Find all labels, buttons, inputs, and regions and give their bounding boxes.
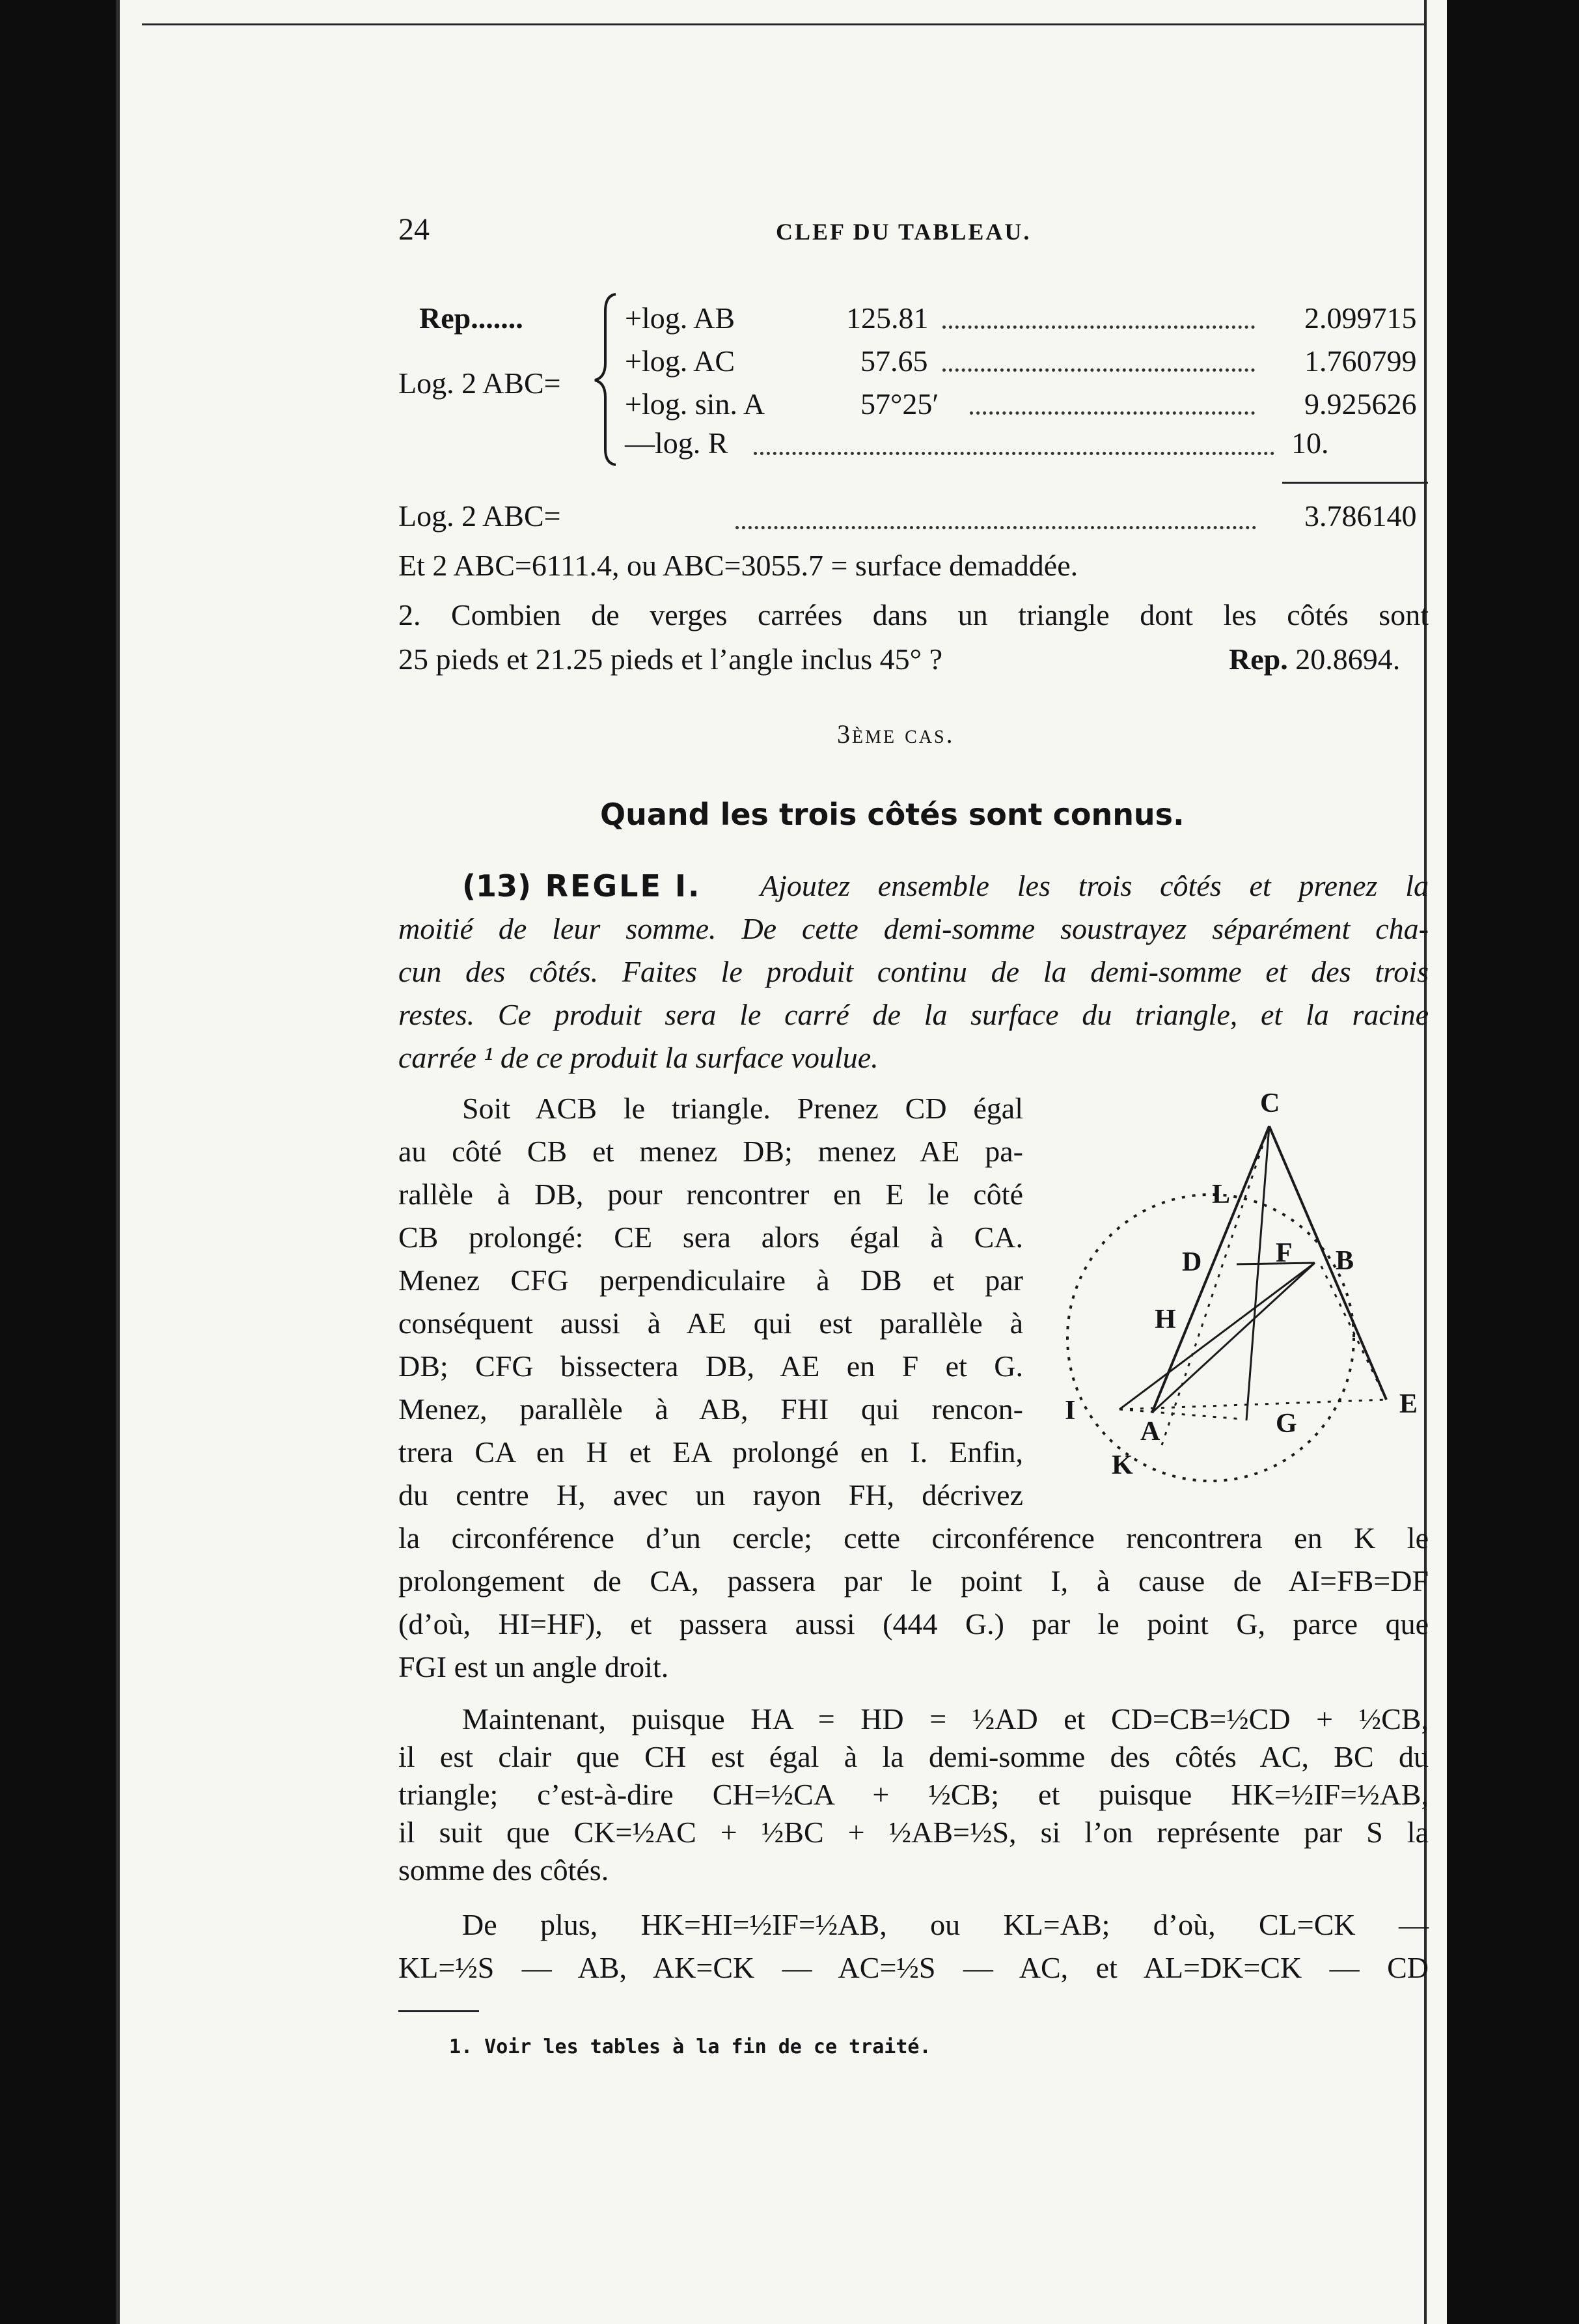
log-equation-label: Log. 2 ABC= bbox=[398, 367, 561, 400]
label-c: C bbox=[1260, 1088, 1280, 1118]
result-value: 3.786140 bbox=[1304, 499, 1417, 533]
leader-dots bbox=[735, 526, 1256, 529]
side-ab bbox=[1152, 1263, 1315, 1413]
paragraph-line: KL=½S — AB, AK=CK — AC=½S — AC, et AL=DK=CK — CD bbox=[398, 1951, 1429, 1984]
label-b: B bbox=[1336, 1246, 1354, 1276]
page-edge-left bbox=[116, 0, 120, 2324]
label-k: K bbox=[1112, 1450, 1133, 1480]
segment-fhi bbox=[1119, 1263, 1315, 1409]
paragraph-line: somme des côtés. bbox=[398, 1853, 609, 1887]
value-row-2: 57.65 bbox=[860, 344, 928, 378]
label-e: E bbox=[1399, 1389, 1418, 1419]
label-f: F bbox=[1276, 1238, 1293, 1268]
problem2-line2: 25 pieds et 21.25 pieds et l’angle inclus 45° ? bbox=[398, 643, 942, 676]
paragraph-line: il est clair que CH est égal à la demi-somme des côtés AC, BC du bbox=[398, 1740, 1429, 1773]
leader-dots bbox=[942, 325, 1255, 329]
term-row-1: +log. AB bbox=[625, 301, 735, 335]
label-i: I bbox=[1065, 1396, 1076, 1426]
result-label: Log. 2 ABC= bbox=[398, 499, 561, 533]
proof-line: DB; CFG bissectera DB, AE en F et G. bbox=[398, 1349, 1023, 1383]
proof-line: Menez, parallèle à AB, FHI qui rencon- bbox=[398, 1392, 1023, 1426]
label-d: D bbox=[1182, 1247, 1202, 1277]
case-heading: 3ème cas. bbox=[837, 719, 955, 749]
conclusion: Et 2 ABC=6111.4, ou ABC=3055.7 = surface demaddée. bbox=[398, 549, 1078, 582]
side-ca bbox=[1152, 1126, 1269, 1413]
proof-line: rallèle à DB, pour rencontrer en E le côté bbox=[398, 1178, 1023, 1211]
problem2-answer: Rep. 20.8694. bbox=[1229, 643, 1401, 676]
proof-line: la circonférence d’un cercle; cette circonférence rencontrera en K le bbox=[398, 1521, 1429, 1555]
proof-line: du centre H, avec un rayon FH, décrivez bbox=[398, 1478, 1023, 1512]
proof-line: FGI est un angle droit. bbox=[398, 1650, 669, 1683]
log-row-2: 1.760799 bbox=[1304, 344, 1417, 378]
rule-text-line: Ajoutez ensemble les trois côtés et prenez la bbox=[760, 869, 1429, 902]
rule-heading: (13) REGLE I. bbox=[462, 868, 702, 904]
value-row-3: 57°25′ bbox=[860, 387, 939, 421]
term-row-4: —log. R bbox=[625, 426, 728, 460]
proof-line: (d’où, HI=HF), et passera aussi (444 G.) par le point G, parce que bbox=[398, 1607, 1429, 1640]
construction-circle bbox=[1067, 1195, 1354, 1481]
label-h: H bbox=[1155, 1305, 1176, 1335]
extension-be bbox=[1321, 1266, 1386, 1400]
paragraph-line: Maintenant, puisque HA = HD = ½AD et CD=CB=½CD + ½CB, bbox=[462, 1702, 1429, 1736]
footnote-rule bbox=[398, 2010, 479, 2012]
paragraph-line: triangle; c’est-à-dire CH=½CA + ½CB; et puisque HK=½IF=½AB, bbox=[398, 1778, 1429, 1811]
label-l: L bbox=[1212, 1180, 1231, 1210]
extension-ak bbox=[1162, 1126, 1269, 1445]
page-number: 24 bbox=[398, 212, 430, 247]
proof-line: au côté CB et menez DB; menez AE pa- bbox=[398, 1135, 1023, 1168]
leader-dots bbox=[942, 368, 1255, 372]
triangle-figure bbox=[1041, 1081, 1445, 1497]
proof-line: prolongement de CA, passera par le point I, à cause de AI=FB=DF bbox=[398, 1564, 1429, 1598]
term-row-3: +log. sin. A bbox=[625, 387, 765, 421]
rule-text-line: cun des côtés. Faites le produit continu de la demi-somme et des trois bbox=[398, 955, 1429, 988]
proof-line: Menez CFG perpendiculaire à DB et par bbox=[398, 1264, 1023, 1297]
log-row-3: 9.925626 bbox=[1304, 387, 1417, 421]
proof-line: Soit ACB le triangle. Prenez CD égal bbox=[462, 1092, 1023, 1125]
page-edge-top bbox=[142, 23, 1424, 25]
rule-text-line: restes. Ce produit sera le carré de la surface du triangle, et la racine bbox=[398, 998, 1429, 1031]
paragraph-line: il suit que CK=½AC + ½BC + ½AB=½S, si l’on représente par S la bbox=[398, 1816, 1429, 1849]
rep-label: Rep....... bbox=[419, 301, 523, 335]
section-heading: Quand les trois côtés sont connus. bbox=[600, 797, 1185, 832]
rule-text-line: moitié de leur somme. De cette demi-somme soustrayez séparément cha- bbox=[398, 912, 1429, 945]
leader-dots bbox=[970, 411, 1255, 415]
sum-rule bbox=[1282, 482, 1428, 484]
proof-line: trera CA en H et EA prolongé en I. Enfin, bbox=[398, 1435, 1023, 1469]
label-g: G bbox=[1276, 1409, 1297, 1439]
paragraph-line: De plus, HK=HI=½IF=½AB, ou KL=AB; d’où, CL=CK — bbox=[462, 1908, 1429, 1941]
term-row-2: +log. AC bbox=[625, 344, 735, 378]
footnote: 1. Voir les tables à la fin de ce traité. bbox=[449, 2036, 931, 2058]
label-a: A bbox=[1140, 1417, 1160, 1446]
segment-ig bbox=[1119, 1409, 1243, 1419]
curly-brace bbox=[592, 292, 618, 467]
value-row-1: 125.81 bbox=[846, 301, 929, 335]
log-row-1: 2.099715 bbox=[1304, 301, 1417, 335]
proof-line: CB prolongé: CE sera alors égal à CA. bbox=[398, 1221, 1023, 1254]
leader-dots bbox=[754, 452, 1274, 455]
rule-text-line: carrée ¹ de ce produit la surface voulue. bbox=[398, 1041, 879, 1074]
problem2-line1: 2. Combien de verges carrées dans un triangle dont les côtés sont bbox=[398, 598, 1429, 631]
running-title: CLEF DU TABLEAU. bbox=[776, 219, 1032, 245]
log-row-4: 10. bbox=[1291, 426, 1329, 460]
proof-line: conséquent aussi à AE qui est parallèle à bbox=[398, 1307, 1023, 1340]
